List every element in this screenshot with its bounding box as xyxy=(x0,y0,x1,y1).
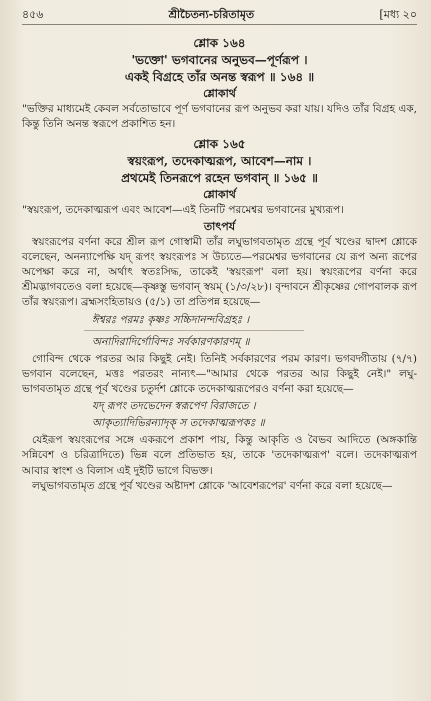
verse-165-translation-heading: শ্লোকার্থ xyxy=(203,188,236,202)
quote-2-line-2: আকৃত্যাদিভিরন্যাদৃক্ স তদেকাত্মরূপকঃ ॥ xyxy=(92,417,265,430)
book-title: শ্রীচৈতন্য-চরিতামৃত xyxy=(168,8,255,21)
purport-paragraph-3: যেইরূপ স্বয়ংরূপের সঙ্গে একরূপে প্রকাশ পায়, কিন্তু আকৃতি ও বৈভব আদিতে (অঙ্গকান্তি সন্নিবেশ ও চরিত্রাদিতে) ভিন্ন বলে প্রতিভাত হয়, তাকে 'তদেকাত্মরূপ' বলে। তদেকাত্মরূপ আবার স্বাংশ ও বিলাস এই দুইটি ভাগে বিভক্ত। xyxy=(22,434,417,477)
verse-164-translation-heading: শ্লোকার্থ xyxy=(203,87,236,100)
verse-165-line-1: স্বয়ংরূপ, তদেকাত্মরূপ, আবেশ—নাম । xyxy=(127,154,312,169)
page-number: ৪৫৬ xyxy=(22,8,44,21)
verse-165-translation: "স্বয়ংরূপ, তদেকাত্মরূপ এবং আবেশ—এই তিনটি পরমেশ্বর ভগবানের মুখ্যরূপ। xyxy=(22,204,344,217)
verse-164-translation: "ভক্তির মাধ্যমেই কেবল সর্বতোভাবে পূর্ণ ভগবানের রূপ অনুভব করা যায়। যদিও তাঁর বিগ্রহ এক, কিন্তু তিনি অনন্ত স্বরূপে প্রকাশিত হন। xyxy=(22,103,417,131)
verse-164-line-1: 'ভক্তো' ভগবানের অনুভব—পূর্ণরূপ । xyxy=(131,53,308,67)
verse-165-heading: শ্লোক ১৬৫ xyxy=(193,137,246,152)
quote-1-line-2: অনাদিরাদির্গোবিন্দঃ সর্বকারণকারণম্ ॥ xyxy=(92,335,250,348)
quote-1-line-1: ঈশ্বরঃ পরমঃ কৃষ্ণঃ সচ্চিদানন্দবিগ্রহঃ । xyxy=(92,313,250,326)
quote-2-line-1: যদ্ রূপং তদভেদেন স্বরূপেণ বিরাজতে । xyxy=(92,400,256,413)
purport-paragraph-1: স্বয়ংরূপের বর্ণনা করে শ্রীল রূপ গোস্বামী তাঁর লঘুভাগবতামৃত গ্রন্থে পূর্ব খণ্ডের দ্বাদশ শ্লোকে বলেছেন, অনন্যাপেক্ষি যদ্ রূপং স্বয়ংরূপঃ স উচ্যতে—পরমেশ্বর ভগবানের যে রূপ অন্য রূপের অপেক্ষা করে না, অর্থাৎ স্বতঃসিদ্ধ, তাকেই 'স্বয়ংরূপ' বলা হয়। স্বয়ংরূপের বর্ণনা করে শ্রীমদ্ভাগবতেও বলা হয়েছে—কৃষ্ণস্তু ভগবান্ স্বয়ম্ (১/৩/২৮)। বৃন্দাবনে শ্রীকৃষ্ণের গোপবালক রূপ তাঁর স্বয়ংরূপ। ব্রহ্মসংহিতায়ও (৫/১) তা প্রতিপন্ন হয়েছে— xyxy=(22,235,417,309)
chapter-label: [মধ্য ২০ xyxy=(379,8,417,21)
running-header xyxy=(22,6,417,25)
verse-164-heading: শ্লোক ১৬৪ xyxy=(193,36,246,50)
verse-164-line-2: একই বিগ্রহে তাঁর অনন্ত স্বরূপ ॥ ১৬৪ ॥ xyxy=(124,70,315,84)
purport-paragraph-2: গোবিন্দ থেকে পরতর আর কিছুই নেই। তিনিই সর্বকারণের পরম কারণ। ভগবদ্গীতায় (৭/৭) ভগবান বলেছেন, মত্তঃ পরতরং নান্যৎ—"আমার থেকে পরতর আর কিছুই নেই।" লঘু-ভাগবতামৃত গ্রন্থে পূর্ব খণ্ডের চতুর্দশ শ্লোকে তদেকাত্মরূপেরও বর্ণনা করা হয়েছে— xyxy=(22,352,417,396)
purport-paragraph-4: লঘুভাগবতামৃত গ্রন্থে পূর্ব খণ্ডের অষ্টাদশ শ্লোকে 'আবেশরূপের' বর্ণনা করে বলা হয়েছে— xyxy=(32,479,393,492)
verse-165-line-2: প্রথমেই তিনরূপে রহেন ভগবান্ ॥ ১৬৫ ॥ xyxy=(121,171,318,186)
purport-heading: তাৎপর্য xyxy=(203,219,236,233)
quote-underline xyxy=(84,330,304,331)
